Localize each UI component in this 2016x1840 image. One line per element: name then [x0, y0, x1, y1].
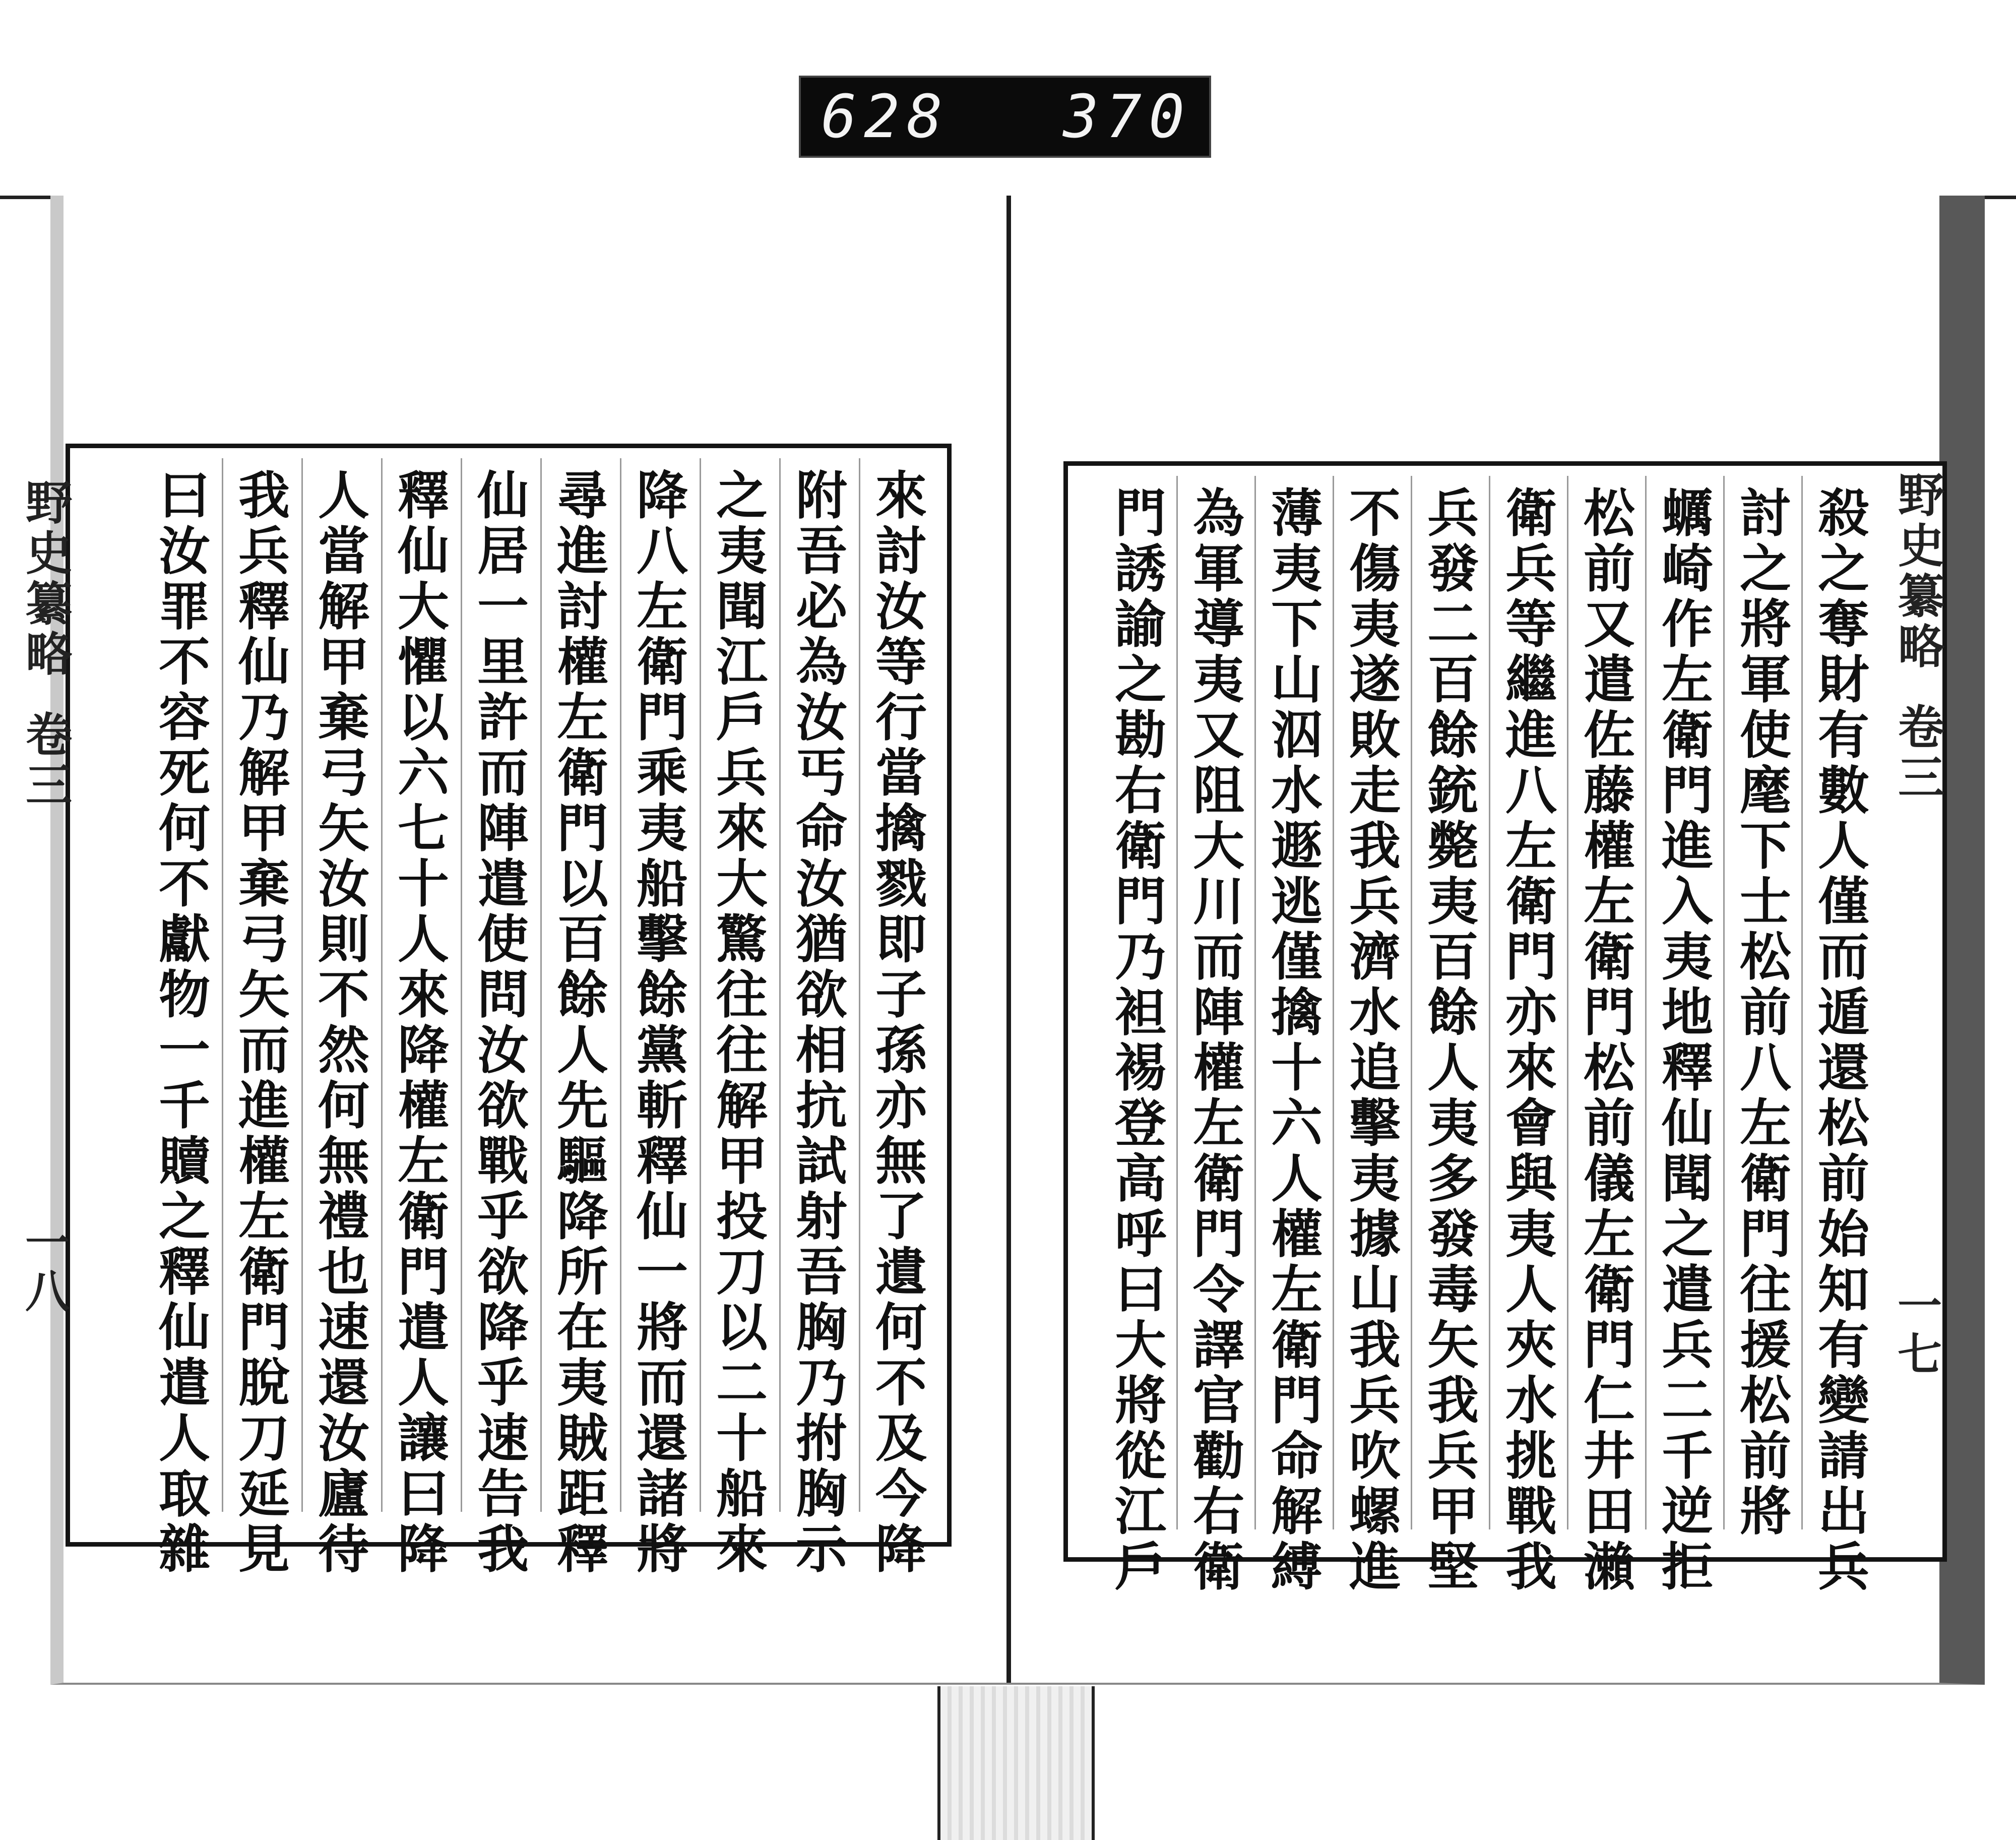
right-running-head: 野史纂略 — [1891, 471, 1945, 672]
binding-spine — [937, 1686, 1095, 1840]
column-rule — [1567, 476, 1568, 1529]
column-rule — [1176, 476, 1178, 1529]
column-rule — [540, 458, 542, 1512]
text-column: 為軍導夷又阻大川而陣權左衛門令譯官勸右衛 — [1184, 486, 1245, 1595]
text-column: 門誘諭之勘右衛門乃袒裼登高呼曰大將從江戶 — [1106, 486, 1167, 1595]
text-column: 尋進討權左衛門以百餘人先驅降所在夷賊距釋 — [548, 468, 609, 1577]
text-column: 釋仙大懼以六七十人來降權左衛門遣人讓曰降 — [389, 468, 450, 1577]
column-rule — [1333, 476, 1334, 1529]
text-column: 我兵釋仙乃解甲棄弓矢而進權左衛門脫刀延見 — [230, 468, 290, 1577]
column-rule — [1723, 476, 1725, 1529]
text-column: 人當解甲棄弓矢汝則不然何無禮也速還汝廬待 — [309, 468, 370, 1577]
text-column: 薄夷下山泅水遯逃僅擒十六人權左衛門命解縛 — [1263, 486, 1323, 1595]
column-rule — [381, 458, 383, 1512]
left-text-frame — [18, 444, 952, 1577]
text-column: 曰汝罪不容死何不獻物一千贖之釋仙遣人取雜 — [150, 468, 211, 1577]
right-volume-label: 卷三 — [1891, 703, 1945, 804]
left-running-head: 野史纂略 — [18, 478, 73, 680]
right-text-frame — [1063, 461, 1947, 1595]
text-column: 來討汝等行當擒戮即子孫亦無了遺何不及今降 — [867, 468, 927, 1577]
column-rule — [301, 458, 303, 1512]
column-rule — [1645, 476, 1647, 1529]
text-column: 衛兵等繼進八左衛門亦來會與夷人夾水挑戰我 — [1497, 486, 1557, 1595]
book-gutter — [1006, 196, 1011, 1683]
text-column: 殺之奪財有數人僅而遁還松前始知有變請出兵 — [1809, 486, 1870, 1595]
text-column: 仙居一里許而陣遣使問汝欲戰乎欲降乎速告我 — [469, 468, 529, 1577]
text-column: 之夷聞江戶兵來大驚往往解甲投刀以二十船來 — [708, 468, 768, 1577]
column-rule — [779, 458, 781, 1512]
text-column: 兵發二百餘銃斃夷百餘人夷多發毒矢我兵甲堅 — [1419, 486, 1479, 1595]
column-rule — [1489, 476, 1490, 1529]
left-volume-label: 卷三 — [18, 710, 73, 811]
text-column: 松前又遣佐藤權左衛門松前儀左衛門仁井田瀨 — [1575, 486, 1635, 1595]
column-rule — [222, 458, 223, 1512]
text-column: 附吾必為汝丐命汝猶欲相抗試射吾胸乃拊胸示 — [787, 468, 848, 1577]
text-column: 蠣崎作左衛門進入夷地釋仙聞之遣兵二千逆拒 — [1653, 486, 1714, 1595]
call-number-left: 628 — [821, 82, 950, 151]
column-rule — [1411, 476, 1412, 1529]
text-column: 降八左衛門乘夷船擊餘黨斬釋仙一將而還諸將 — [628, 468, 688, 1577]
column-rule — [700, 458, 701, 1512]
call-number-right: 370 — [1063, 82, 1192, 151]
column-rule — [1801, 476, 1803, 1529]
text-column: 討之將軍使麾下士松前八左衛門往援松前將 — [1731, 486, 1792, 1540]
column-rule — [620, 458, 621, 1512]
call-number-plate — [799, 76, 1211, 158]
right-page-number: 一七 — [1891, 1282, 1943, 1379]
column-rule — [461, 458, 462, 1512]
column-rule — [1254, 476, 1256, 1529]
column-rule — [859, 458, 860, 1512]
left-page-number: 一八 — [18, 1219, 71, 1316]
text-column: 不傷夷遂敗走我兵濟水追擊夷據山我兵吹螺進 — [1341, 486, 1401, 1595]
